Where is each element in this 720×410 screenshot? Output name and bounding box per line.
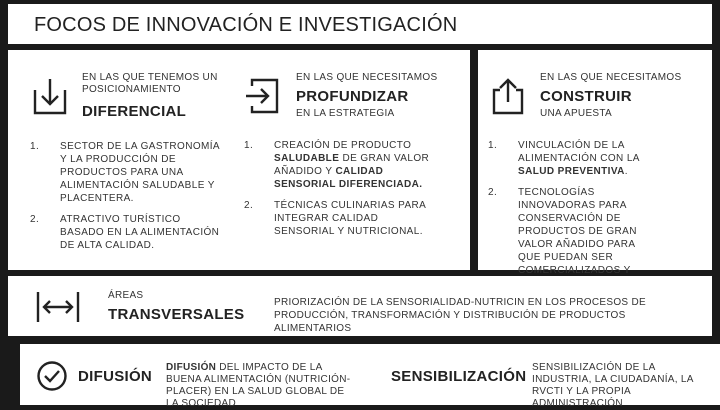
list-item: 2. TECNOLOGÍAS INNOVADORAS PARA CONSERVACIÓN DE PRODUCTOS DE GRAN VALOR AÑADIDO PARA QUE PUEDAN SER COMERCIALIZADOS Y [488,187,637,276]
column-heading: PROFUNDIZAR [296,88,409,105]
difusion-label: DIFUSIÓN [78,368,153,385]
column-post-text: EN LA ESTRATEGIA [296,108,395,119]
difusion-text: DIFUSIÓN DEL IMPACTO DE LA BUENA ALIMENTACIÓN (NUTRICIÓN-PLACER) EN LA SALUD GLOBAL DE LA SOCIEDAD [166,362,351,409]
sensibilizacion-label: SENSIBILIZACIÓN [391,368,527,385]
sign-in-arrow-icon [244,76,280,116]
column-pre-text: EN LAS QUE TENEMOS UN POSICIONAMIENTO [82,72,218,95]
check-circle-icon [36,360,68,392]
list-item: 2. TÉCNICAS CULINARIAS PARA INTEGRAR CALIDAD SENSORIAL Y NUTRICIONAL. [244,200,426,237]
bottom-panel [20,344,720,409]
column-heading: DIFERENCIAL [82,103,187,120]
column-pre-text: EN LAS QUE NECESITAMOS [296,72,438,83]
column-list [30,140,220,260]
transversal-heading: TRANSVERSALES [108,306,245,323]
list-item: 2. ATRACTIVO TURÍSTICO BASADO EN LA ALIMENTACIÓN DE ALTA CALIDAD. [30,214,220,251]
list-item: 1. SECTOR DE LA GASTRONOMÍA Y LA PRODUCCIÓN DE PRODUCTOS PARA UNA ALIMENTACIÓN SALUDABLE Y PLACENTERA. [30,141,220,204]
focus-column-profundizar [230,50,470,270]
list-item: 1. CREACIÓN DE PRODUCTO SALUDABLE DE GRAN VALOR AÑADIDO Y CALIDAD SENSORIAL DIFERENCIADA. [244,140,430,190]
focus-column-construir [478,50,712,276]
focus-column-diferencial [8,50,230,270]
page-title: FOCOS DE INNOVACIÓN E INVESTIGACIÓN [34,14,458,36]
column-post-text: UNA APUESTA [540,108,613,119]
column-heading: CONSTRUIR [540,88,632,105]
title-bar [8,4,712,44]
horizontal-resize-icon [36,288,80,326]
download-tray-icon [32,76,68,116]
transversal-panel [8,276,712,336]
column-list [244,139,434,246]
transversal-text: PRIORIZACIÓN DE LA SENSORIALIDAD-NUTRICIN EN LOS PROCESOS DE PRODUCCIÓN, TRANSFORMACIÓN Y DISTRIBUCIÓN DE PRODUCTOS ALIMENTARIOS [274,297,646,334]
column-pre-text: EN LAS QUE NECESITAMOS [540,72,682,83]
upload-share-icon [490,76,526,116]
sensibilizacion-text: SENSIBILIZACIÓN DE LA INDUSTRIA, LA CIUDADANÍA, LA RVCTI Y LA PROPIA ADMINISTRACIÓN [532,362,694,409]
column-list [488,139,668,298]
transversal-pre-text: ÁREAS [108,290,144,301]
list-item: 1. VINCULACIÓN DE LA ALIMENTACIÓN CON LA SALUD PREVENTIVA. [488,140,640,177]
